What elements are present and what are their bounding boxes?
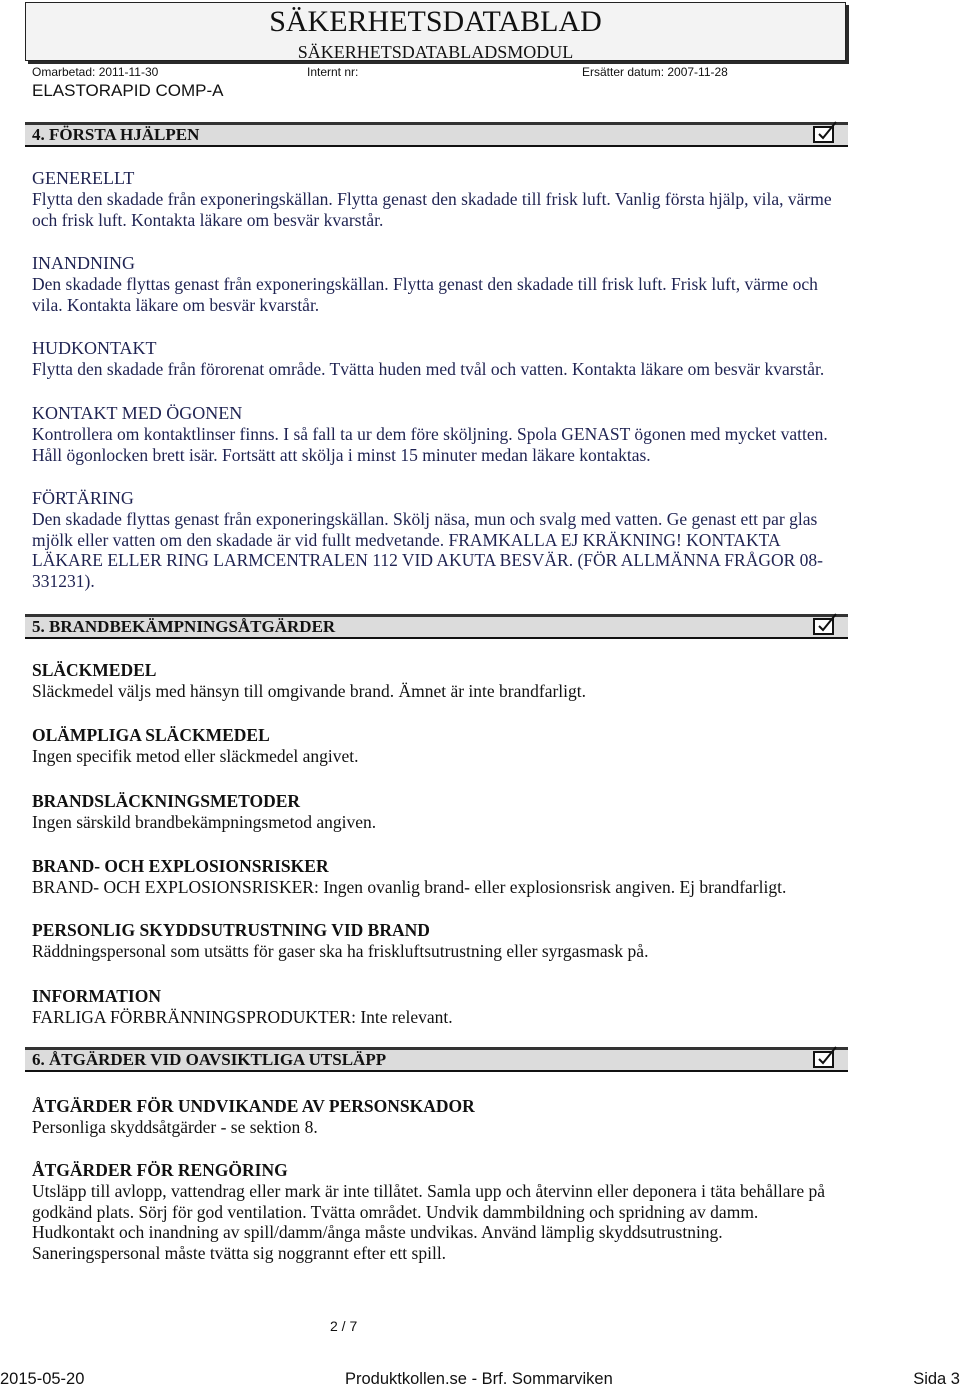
text-line: Räddningspersonal som utsätts för gaser ska ha friskluftsutrustning eller syrgasmask på. (32, 941, 649, 961)
subsection-heading: SLÄCKMEDEL (32, 660, 157, 680)
document-title: SÄKERHETSDATABLAD (269, 5, 602, 38)
subsection-rengoring (32, 1159, 825, 1263)
section-title: 4. FÖRSTA HJÄLPEN (32, 125, 200, 144)
text-line: Hudkontakt och inandning av spill/damm/ånga måste undvikas. Använd lämplig skyddsutrustning. (32, 1222, 723, 1242)
subsection-heading: GENERELLT (32, 168, 135, 188)
subsection-heading: INANDNING (32, 253, 135, 273)
text-line: Utsläpp till avlopp, vattendrag eller mark är inte tillåtet. Samla upp och återvinn eller deponera i täta behållare på (32, 1181, 826, 1201)
subsection-hudkontakt (32, 337, 824, 380)
subsection-heading: BRANDSLÄCKNINGSMETODER (32, 791, 301, 811)
text-line: vila. Kontakta läkare om besvär kvarstår. (32, 294, 320, 315)
document-subtitle: SÄKERHETSDATABLADSMODUL (297, 42, 574, 62)
checkbox-icon (812, 1045, 838, 1069)
subsection-heading: ÅTGÄRDER FÖR RENGÖRING (32, 1160, 288, 1180)
text-line: LÄKARE ELLER RING LARMCENTRALEN 112 VID AKUTA BESVÄR. (FÖR ALLMÄNNA FRÅGOR 08- (32, 550, 823, 570)
subsection-undvikande-personskador (32, 1095, 475, 1138)
text-line: Flytta den skadade från förorenat område. Tvätta huden med tvål och vatten. Kontakta läkare om besvär kvarstår. (32, 359, 825, 379)
subsection-heading: BRAND- OCH EXPLOSIONSRISKER (32, 856, 329, 876)
text-line: Den skadade flyttas genast från exponeringskällan. Skölj näsa, mun och svalg med vatten. Ge genast ett par glas (32, 509, 818, 529)
subsection-inandning (32, 252, 818, 315)
text-line: Kontrollera om kontaktlinser finns. I så fall ta ur dem före sköljning. Spola GENAST ögonen med mycket vatten. (32, 424, 828, 444)
text-line: Flytta den skadade från exponeringskällan. Flytta genast den skadade till frisk luft. Vanlig första hjälp, vila, värme (32, 189, 832, 209)
text-line: FARLIGA FÖRBRÄNNINGSPRODUKTER: Inte relevant. (32, 1007, 453, 1027)
section-header-5 (25, 614, 848, 639)
footer-page-number: Sida 3 (913, 1370, 960, 1388)
text-line: Personliga skyddsåtgärder - se sektion 8. (32, 1117, 318, 1137)
subsection-heading: OLÄMPLIGA SLÄCKMEDEL (32, 725, 270, 745)
product-name: ELASTORAPID COMP-A (32, 81, 224, 100)
text-line: Håll ögonlocken brett isär. Fortsätt att skölja i minst 15 minuter medan läkare kontaktas. (32, 444, 651, 465)
section-title: 6. ÅTGÄRDER VID OAVSIKTLIGA UTSLÄPP (32, 1050, 387, 1069)
subsection-generellt (32, 167, 832, 230)
checkbox-icon (812, 120, 838, 144)
subsection-heading: INFORMATION (32, 986, 161, 1006)
section-header-4 (25, 122, 848, 147)
text-line: Ingen specifik metod eller släckmedel angivet. (32, 746, 359, 766)
text-line: godkänd plats. Sörj för god ventilation. Tvätta området. Undvik dammbildning och spridning av damm. (32, 1201, 759, 1222)
revision-date: Omarbetad: 2011-11-30 (32, 65, 159, 79)
footer-source: Produktkollen.se - Brf. Sommarviken (345, 1370, 613, 1388)
section-title: 5. BRANDBEKÄMPNINGSÅTGÄRDER (32, 617, 336, 636)
subsection-brand-och-explosionsrisker (32, 855, 786, 898)
internal-number: Internt nr: (307, 65, 359, 79)
document-header (25, 2, 846, 61)
section-header-6 (25, 1047, 848, 1072)
text-line: Släckmedel väljs med hänsyn till omgivande brand. Ämnet är inte brandfarligt. (32, 681, 587, 701)
text-line: Ingen särskild brandbekämpningsmetod angiven. (32, 812, 377, 832)
text-line: Saneringspersonal måste tvätta sig noggrannt efter ett spill. (32, 1242, 447, 1263)
subsection-kontakt-med-ogonen (32, 402, 828, 465)
checkbox-icon (812, 612, 838, 636)
subsection-heading: PERSONLIG SKYDDSUTRUSTNING VID BRAND (32, 920, 430, 940)
replaces-date: Ersätter datum: 2007-11-28 (582, 65, 728, 79)
subsection-information (32, 985, 453, 1028)
subsection-personlig-skyddsutrustning (32, 919, 648, 962)
subsection-fortaring (32, 487, 823, 591)
text-line: Den skadade flyttas genast från exponeringskällan. Flytta genast den skadade till frisk luft. Frisk luft, värme och (32, 274, 818, 294)
subsection-olampliga-slackmedel (32, 724, 359, 767)
subsection-heading: FÖRTÄRING (32, 488, 134, 508)
text-line: 331231). (32, 570, 95, 591)
footer-date: 2015-05-20 (0, 1370, 85, 1388)
page-counter: 2 / 7 (330, 1318, 358, 1334)
subsection-heading: ÅTGÄRDER FÖR UNDVIKANDE AV PERSONSKADOR (32, 1096, 475, 1116)
subsection-slackmedel (32, 659, 586, 702)
subsection-heading: HUDKONTAKT (32, 338, 157, 358)
text-line: och frisk luft. Kontakta läkare om besvär kvarstår. (32, 209, 384, 230)
subsection-heading: KONTAKT MED ÖGONEN (32, 403, 243, 423)
text-line: BRAND- OCH EXPLOSIONSRISKER: Ingen ovanlig brand- eller explosionsrisk angiven. Ej brandfarligt. (32, 877, 787, 897)
subsection-brandslackningsmetoder (32, 790, 376, 833)
text-line: mjölk eller vatten om den skadade är vid fullt medvetande. FRAMKALLA EJ KRÄKNING! KONTAKTA (32, 529, 781, 550)
